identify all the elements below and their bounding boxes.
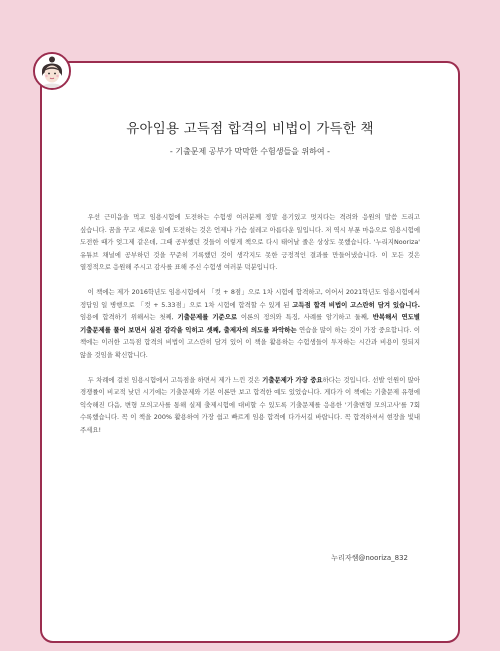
paragraph	[80, 286, 420, 361]
emphasis-text: 고득점 합격 비법이 고스란히 담겨 있습니다.	[292, 300, 421, 309]
avatar	[33, 52, 71, 90]
signature: 누리자쌤@nooriza_832	[331, 554, 408, 562]
body-text	[80, 211, 420, 449]
paragraph-text: 이 책에는 제가 2016학년도 임용시험에서 「컷 + 8점」으로 1차 시험에 합격하고, 이어서 2021학년도 임용시험에서 정답임 일 병행으로 「컷 + 5.33점」으로 1차 시험에 합격할 수 있게 된	[80, 288, 420, 309]
paragraph-text: 두 차례에 걸친 임용시험에서 고득점을 하면서 제가 느낀 것은	[87, 375, 263, 384]
paragraph-text: 임용에 합격하기 위해서는 첫째,	[80, 313, 178, 321]
paragraph-text: 하다는 것입니다. 선발 인원이 많아 경쟁률이 비교적 낮던 시기에는 기출문제와 기본 이론만 보고 합격한 예도 있었습니다. 게다가 이 책에는 기출문제 유형에 익숙해진 다음, 변형 모의고사를 통해 실제 출제시험에 대비할 수 있도록 기출문제를 응용한 '기출변형 모의고사'를 7회 수록했습니다. 꼭 이 책을 200% 활용하여 가장 쉽고 빠르게 임용 합격에 다가서길 바랍니다. 꼭 합격하셔서 현장을 빛내 주세요!	[80, 375, 420, 434]
page-title: 유아임용 고득점 합격의 비법이 가득한 책	[126, 121, 374, 137]
paragraph-text: 우선 근미음을 먹고 임용시험에 도전하는 수험생 여러분께 정말 용기있고 멋지다는 격려와 응원의 말씀 드리고 싶습니다. 꿈을 꾸고 새로운 일에 도전하는 것은 언제나 가슴 설레고 아름다운 일입니다. 저 역시 부푼 마음으로 임용시험에 도전한 때가 엊그제 같은데, 그때 공부했던 것들이 이렇게 책으로 다시 태어날 줄은 상상도 못했습니다. '누리지Nooriza' 유튜브 채널에 공부하던 것을 꾸준히 기록했던 것이 생각지도 못한 긍정적인 결과를 만들어냈습니다. 이 모든 것은 열정적으로 응원해 주시고 감사를 표해 주신 수험생 여러분 덕분입니다.	[80, 213, 420, 271]
paragraph	[80, 211, 420, 274]
emphasis-text: 기출문제가 가장 중요	[262, 375, 323, 384]
page-subtitle: - 기출문제 공부가 막막한 수험생들을 위하여 -	[169, 147, 331, 156]
emphasis-text: 반복해서 연도별 기출문제를 풀어 보면서 실전 감각을 익히고 셋째, 출제자의 의도를 파악하는	[80, 313, 420, 334]
paragraph	[80, 374, 420, 437]
emphasis-text: 기출문제를 기준으로	[177, 313, 238, 321]
paragraph-text: 연습을 많이 하는 것이 가장 중요합니다. 이 책에는 이러한 고득점 합격의 비법이 고스란히 담겨 있어 이 책을 활용하는 수험생들이 투자하는 시간과 비용이 헛되지 않을 것임을 확신합니다.	[80, 325, 420, 359]
paragraph-text: 이론의 정의와 특징, 사례를 암기하고 둘째,	[237, 313, 373, 321]
girl-avatar-icon	[35, 54, 69, 88]
